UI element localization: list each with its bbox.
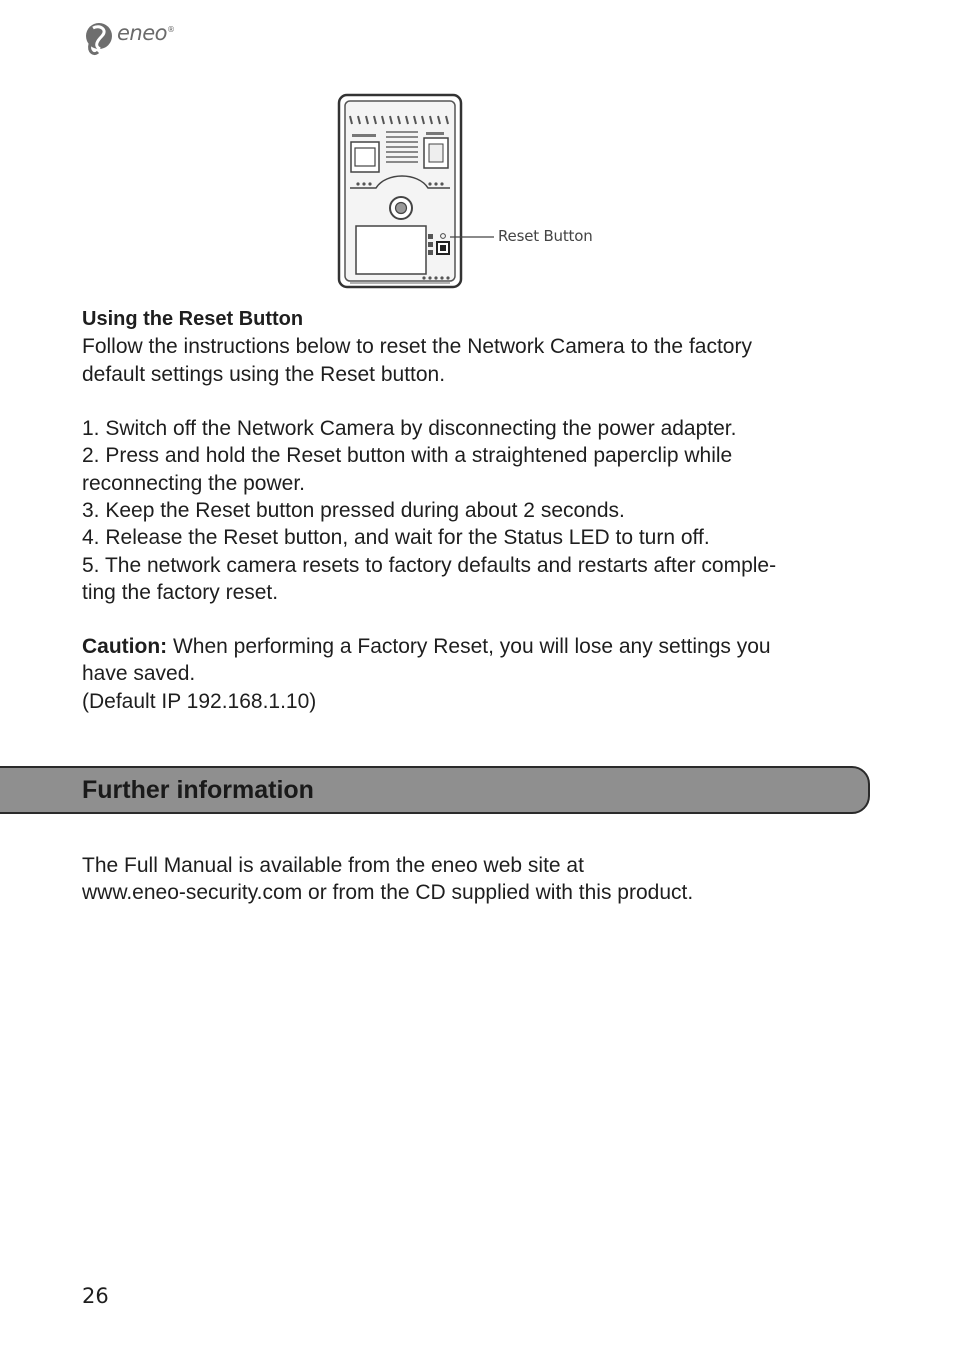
caution-label: Caution:	[82, 635, 168, 658]
reset-button-callout: Reset Button	[498, 227, 593, 245]
reset-intro-line-1: Follow the instructions below to reset the Network Camera to the factory	[82, 335, 752, 358]
reset-step-5-cont: ting the factory reset.	[82, 581, 279, 604]
reset-step-3: 3. Keep the Reset button pressed during about 2 seconds.	[82, 499, 625, 522]
caution-line-1	[82, 633, 771, 660]
page-number: 26	[82, 1284, 109, 1308]
camera-back-panel-figure	[336, 92, 616, 292]
further-info-line-2: www.eneo-security.com or from the CD supplied with this product.	[82, 881, 694, 904]
further-info-title: Further information	[82, 776, 314, 804]
caution-line-2: have saved.	[82, 662, 196, 685]
reset-step-2-cont: reconnecting the power.	[82, 472, 305, 495]
reset-step-4: 4. Release the Reset button, and wait for the Status LED to turn off.	[82, 526, 710, 549]
reset-step-2: 2. Press and hold the Reset button with a straightened paperclip while	[82, 444, 733, 467]
default-ip-note: (Default IP 192.168.1.10)	[82, 690, 317, 713]
brand-wordmark: eneo®	[117, 21, 175, 45]
reset-section-heading: Using the Reset Button	[82, 308, 304, 330]
reset-step-1: 1. Switch off the Network Camera by disconnecting the power adapter.	[82, 417, 737, 440]
reset-intro-line-2: default settings using the Reset button.	[82, 363, 446, 386]
further-info-line-1: The Full Manual is available from the eneo web site at	[82, 854, 584, 877]
caution-text: When performing a Factory Reset, you will lose any settings you	[167, 635, 771, 658]
reset-step-5: 5. The network camera resets to factory defaults and restarts after comple-	[82, 554, 777, 577]
